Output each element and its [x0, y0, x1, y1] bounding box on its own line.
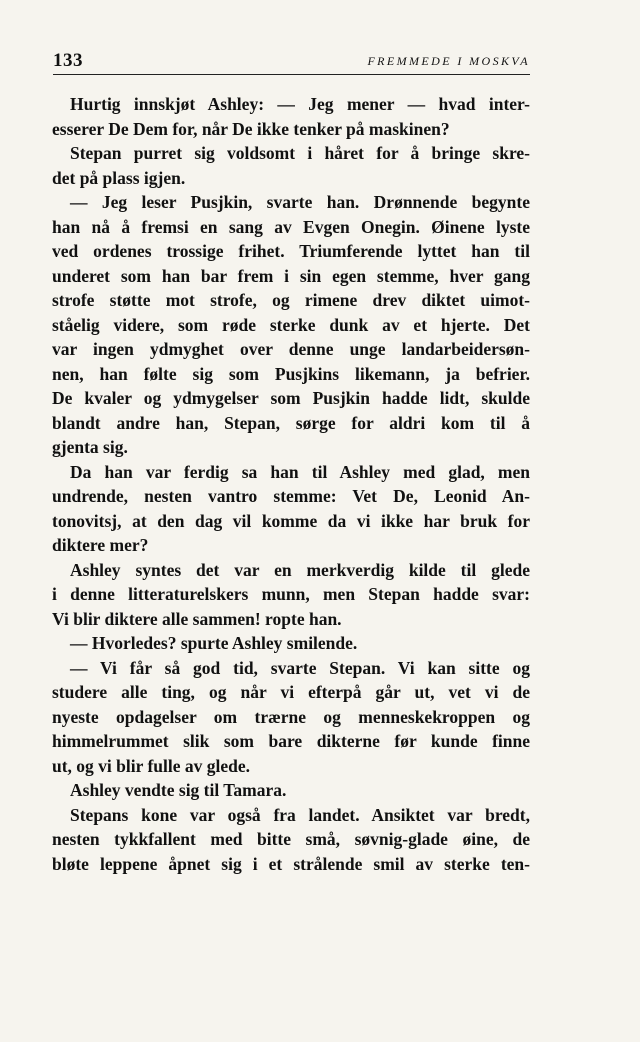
text-line: Da han var ferdig sa han til Ashley med glad, men: [70, 461, 530, 482]
text-line: Ashley vendte sig til Tamara.: [70, 780, 287, 800]
text-line: nesten tykkfallent med bitte små, søvnig-glade øine, de: [52, 829, 530, 849]
text-line: ved ordenes trossige frihet. Triumferende lyttet han til: [52, 241, 530, 261]
text-line: ut, og vi blir fulle av glede.: [52, 755, 251, 776]
text-line: undrende, nesten vantro stemme: Vet De, Leonid An-: [52, 486, 530, 506]
text-line: esserer De Dem for, når De ikke tenker på maskinen?: [52, 118, 450, 139]
text-line: det på plass igjen.: [52, 167, 186, 188]
text-line: strofe støtte mot strofe, og rimene drev diktet uimot-: [52, 290, 530, 310]
text-line: var ingen ydmyghet over denne unge landarbeidersøn-: [52, 339, 530, 359]
text-line: tonovitsj, at den dag vil komme da vi ikke har bruk for: [52, 510, 530, 531]
body-text: [52, 92, 530, 876]
text-line: han nå å fremsi en sang av Evgen Onegin. Øinene lyste: [52, 216, 530, 237]
text-line: himmelrummet slik som bare dikterne før kunde finne: [52, 731, 530, 751]
text-line: gjenta sig.: [52, 437, 128, 457]
text-line: i denne litteraturelskers munn, men Stepan hadde svar:: [52, 584, 530, 604]
text-line: ståelig videre, som røde sterke dunk av et hjerte. Det: [52, 314, 530, 335]
page-number: 133: [53, 50, 83, 71]
text-line: underet som han bar frem i sin egen stemme, hver gang: [52, 265, 530, 286]
text-line: — Vi får så god tid, svarte Stepan. Vi kan sitte og: [70, 657, 530, 678]
text-line: blandt andre han, Stepan, sørge for aldri kom til å: [52, 412, 530, 433]
text-line: nen, han følte sig som Pusjkins likemann, ja befrier.: [52, 363, 530, 384]
running-head: [53, 50, 530, 72]
text-line: Stepans kone var også fra landet. Ansiktet var bredt,: [70, 804, 530, 825]
text-line: bløte leppene åpnet sig i et strålende smil av sterke ten-: [52, 853, 530, 874]
text-line: studere alle ting, og når vi efterpå går ut, vet vi de: [52, 682, 530, 702]
text-line: De kvaler og ydmygelser som Pusjkin hadde lidt, skulde: [52, 388, 530, 408]
header-rule: [53, 74, 530, 75]
text-line: Hurtig innskjøt Ashley: — Jeg mener — hvad inter-: [70, 94, 530, 114]
text-line: — Jeg leser Pusjkin, svarte han. Drønnende begynte: [70, 192, 530, 212]
running-title: FREMMEDE I MOSKVA: [367, 54, 530, 68]
text-line: Vi blir diktere alle sammen! ropte han.: [52, 608, 342, 629]
text-line: nyeste opdagelser om trærne og menneskekroppen og: [52, 706, 530, 727]
text-line: — Hvorledes? spurte Ashley smilende.: [70, 633, 358, 653]
text-line: diktere mer?: [52, 535, 149, 555]
text-line: Stepan purret sig voldsomt i håret for å bringe skre-: [70, 143, 530, 163]
text-line: Ashley syntes det var en merkverdig kilde til glede: [70, 559, 530, 580]
